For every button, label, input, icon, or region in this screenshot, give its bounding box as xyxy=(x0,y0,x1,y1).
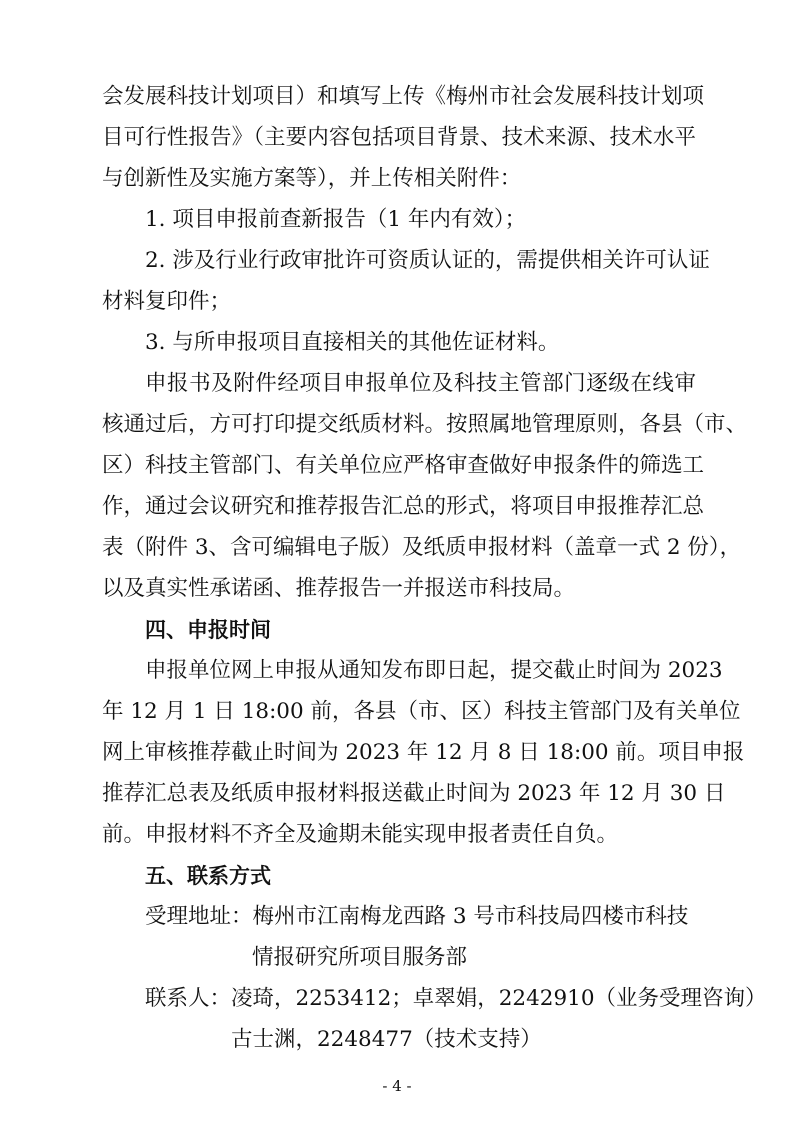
body-line: 网上审核推荐截止时间为 2023 年 12 月 8 日 18:00 前。项目申报 xyxy=(102,740,745,765)
body-line: 表（附件 3、含可编辑电子版）及纸质申报材料（盖章一式 2 份）， xyxy=(102,535,742,560)
list-item: 1. 项目申报前查新报告（1 年内有效）； xyxy=(145,207,527,232)
body-line: 区）科技主管部门、有关单位应严格审查做好申报条件的筛选工 xyxy=(102,453,705,478)
contact-persons: 联系人：凌琦，2253412；卓翠娟，2242910（业务受理咨询） xyxy=(145,986,767,1011)
list-item: 2. 涉及行业行政审批许可资质认证的，需提供相关许可认证 xyxy=(145,248,710,273)
body-line: 以及真实性承诺函、推荐报告一并报送市科技局。 xyxy=(102,576,576,601)
body-line: 核通过后，方可打印提交纸质材料。按照属地管理原则，各县（市、 xyxy=(102,412,748,437)
contact-address-cont: 情报研究所项目服务部 xyxy=(252,945,468,970)
body-line: 申报书及附件经项目申报单位及科技主管部门逐级在线审 xyxy=(145,371,696,396)
section-heading: 五、联系方式 xyxy=(145,864,271,888)
body-line: 材料复印件； xyxy=(102,289,232,314)
body-line: 会发展科技计划项目）和填写上传《梅州市社会发展科技计划项 xyxy=(102,84,705,109)
contact-persons-cont: 古士渊，2248477（技术支持） xyxy=(231,1027,542,1052)
body-line: 前。申报材料不齐全及逾期未能实现申报者责任自负。 xyxy=(102,822,619,847)
body-line: 目可行性报告》（主要内容包括项目背景、技术来源、技术水平 xyxy=(102,125,696,150)
body-line: 作，通过会议研究和推荐报告汇总的形式，将项目申报推荐汇总 xyxy=(102,494,705,519)
body-line: 与创新性及实施方案等），并上传相关附件： xyxy=(102,166,522,191)
list-item: 3. 与所申报项目直接相关的其他佐证材料。 xyxy=(145,330,560,355)
body-line: 申报单位网上申报从通知发布即日起，提交截止时间为 2023 xyxy=(145,658,723,683)
body-line: 年 12 月 1 日 18:00 前，各县（市、区）科技主管部门及有关单位 xyxy=(102,699,741,724)
page-number: - 4 - xyxy=(382,1077,412,1095)
contact-address: 受理地址：梅州市江南梅龙西路 3 号市科技局四楼市科技 xyxy=(145,904,689,929)
body-line: 推荐汇总表及纸质申报材料报送截止时间为 2023 年 12 月 30 日 xyxy=(102,781,726,806)
section-heading: 四、申报时间 xyxy=(145,618,271,642)
